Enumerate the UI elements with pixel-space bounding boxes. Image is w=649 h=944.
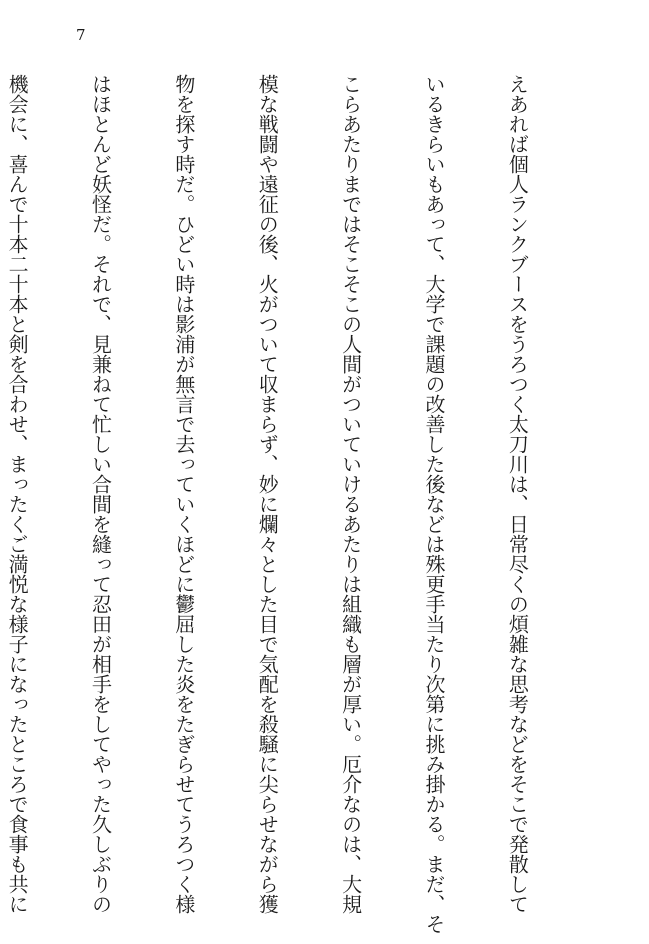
body-text xyxy=(5,74,586,934)
text-column: 機会に、喜んで十本二十本と剣を合わせ、まったくご満悦な様子になったところで食事も共に xyxy=(5,74,30,914)
page-number: 7 xyxy=(76,26,86,44)
text-column: えあれば個人ランクブースをうろつく太刀川は、日常尽くの煩雑な思考などをそこで発散して xyxy=(505,74,530,914)
text-column: こらあたりまではそこそこの人間がついていけるあたりは組織も層が厚い。厄介なのは、大規 xyxy=(338,74,363,914)
text-column: 物を探す時だ。ひどい時は影浦が無言で去っていくほどに鬱屈した炎をたぎらせてうろつく様 xyxy=(171,74,196,914)
text-column: はほとんど妖怪だ。それで、見兼ねて忙しい合間を縫って忍田が相手をしてやった久しぶりの xyxy=(88,74,113,914)
text-column: 模な戦闘や遠征の後、火がついて収まらず、妙に爛々とした目で気配を殺騒に尖らせながら獲 xyxy=(255,74,280,914)
text-column: いるきらいもあって、大学で課題の改善した後などは殊更手当たり次第に挑み掛かる。まだ、そ xyxy=(422,74,447,934)
